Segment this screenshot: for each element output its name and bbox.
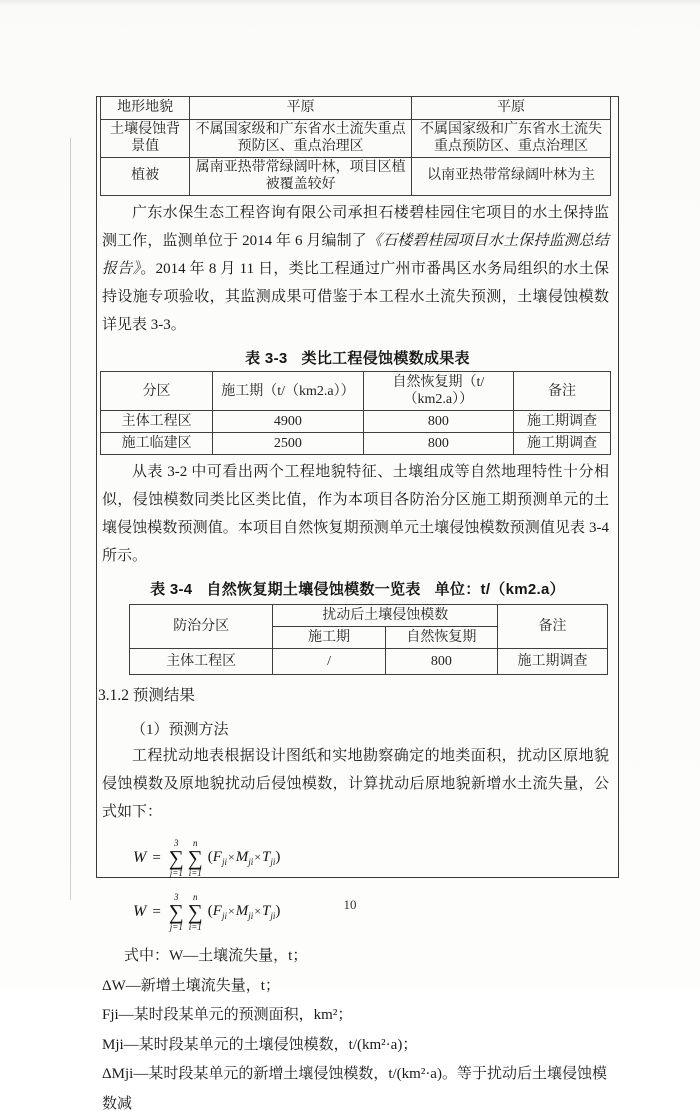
cell: 施工期调查 bbox=[514, 411, 611, 433]
paragraph-text: 广东水保生态工程咨询有限公司承担石楼碧桂园住宅项目的水土保持监测工作，监测单位于 2014 年 6 月编制了 bbox=[102, 205, 609, 249]
inner-sum bbox=[188, 839, 203, 878]
soil-loss-formula-1 bbox=[133, 836, 618, 880]
sigma-symbol: ∑ bbox=[168, 845, 184, 870]
cell: 施工临建区 bbox=[101, 433, 213, 455]
table-header-row bbox=[130, 605, 608, 627]
paragraph-method-description: 工程扰动地表根据设计图纸和实地勘察确定的地类面积，扰动区原地貌侵蚀模数及原地貌扰动后侵蚀模数，计算扰动后原地貌新增水土流失量，公式如下： bbox=[102, 748, 609, 820]
caption-title: 自然恢复期土壤侵蚀模数一览表 bbox=[206, 581, 421, 598]
sigma-symbol: ∑ bbox=[168, 899, 184, 924]
paragraph-analogy-analysis: 从表 3-2 中可看出两个工程地貌特征、土壤组成等自然地理特性十分相似，侵蚀模数同类比区类比值，作为本项目各防治分区施工期预测单元的土壤侵蚀模数预测值。本项目自然恢复期预测单元土壤侵蚀模数预测值见表 3-4 所示。 bbox=[102, 464, 609, 564]
cell: 以南亚热带常绿阔叶林为主 bbox=[412, 158, 611, 196]
sum-upper-limit: 3 bbox=[174, 891, 179, 902]
sigma-symbol: ∑ bbox=[187, 899, 203, 924]
cell: 4900 bbox=[213, 411, 363, 433]
cell: 属南亚热带常绿阔叶林，项目区植被覆盖较好 bbox=[190, 158, 412, 196]
formula-lhs: W bbox=[133, 903, 147, 920]
formula-expression: $(F_{ji}\times M_{ji}\times T_{ji})$ bbox=[207, 903, 281, 921]
sum-lower-limit: j=1 bbox=[169, 867, 183, 878]
table-row bbox=[101, 120, 611, 158]
column-header: 施工期（t/（km2.a）） bbox=[213, 372, 363, 411]
caption-unit: 单位：t/（km2.a） bbox=[434, 581, 565, 598]
equals-sign: = bbox=[152, 903, 161, 920]
cell: 主体工程区 bbox=[130, 649, 273, 675]
sum-upper-limit: n bbox=[193, 891, 198, 902]
definition-line: ΔW—新增土壤流失量，t； bbox=[102, 977, 280, 994]
sum-lower-limit: i=1 bbox=[188, 921, 202, 932]
column-header: 备注 bbox=[498, 605, 608, 649]
column-header: 施工期 bbox=[273, 627, 385, 649]
cell: 平原 bbox=[190, 97, 412, 120]
column-header: 自然恢复期 bbox=[385, 627, 497, 649]
column-header: 分区 bbox=[101, 372, 213, 411]
cell: 施工期调查 bbox=[498, 649, 608, 675]
cell: 800 bbox=[363, 433, 513, 455]
cell: 800 bbox=[385, 649, 497, 675]
row-label: 地形地貌 bbox=[101, 97, 190, 120]
table-row bbox=[101, 97, 611, 120]
table-header-row bbox=[101, 372, 611, 411]
table-3-4-caption bbox=[97, 578, 618, 599]
formula-lhs: W bbox=[133, 849, 147, 866]
table-3-3-caption bbox=[97, 347, 618, 368]
natural-recovery-erosion-table bbox=[129, 604, 608, 675]
sigma-symbol: ∑ bbox=[187, 845, 203, 870]
cell: 2500 bbox=[213, 433, 363, 455]
sum-lower-limit: i=1 bbox=[188, 867, 202, 878]
table-row bbox=[101, 411, 611, 433]
page-number: 10 bbox=[343, 897, 357, 912]
background-conditions-table bbox=[100, 96, 611, 196]
formula-expression: $(F_{ji}\times M_{ji}\times T_{ji})$ bbox=[207, 849, 281, 867]
definition-line: 式中：W—土壤流失量，t； bbox=[124, 948, 308, 964]
table-row bbox=[130, 649, 608, 675]
cell: 平原 bbox=[412, 97, 611, 120]
table-row bbox=[101, 158, 611, 196]
definition-line: Mji—某时段某单元的土壤侵蚀模数，t/(km²·a)； bbox=[102, 1036, 418, 1053]
caption-number: 表 3-4 bbox=[150, 581, 193, 598]
cell: 不属国家级和广东省水土流失重点预防区、重点治理区 bbox=[190, 120, 412, 158]
cell: / bbox=[273, 649, 385, 675]
row-label: 植被 bbox=[101, 158, 190, 196]
definition-line: Fji—某时段某单元的预测面积，km²； bbox=[102, 1007, 353, 1023]
cell: 施工期调查 bbox=[514, 433, 611, 455]
scan-edge-line bbox=[70, 138, 71, 900]
column-header: 防治分区 bbox=[130, 605, 273, 649]
paragraph-monitoring-intro bbox=[102, 199, 609, 339]
paragraph-text: 。2014 年 8 月 11 日，类比工程通过广州市番禺区水务局组织的水土保持设施专项验收，其监测成果可借鉴于本工程水土流失预测，土壤侵蚀模数详见表 3-3。 bbox=[102, 261, 609, 333]
formula-definitions bbox=[102, 942, 609, 1119]
method-subheading: （1）预测方法 bbox=[131, 722, 229, 738]
sum-lower-limit: j=1 bbox=[169, 921, 183, 932]
outer-sum bbox=[169, 839, 184, 878]
section-3-1-2-heading: 3.1.2 预测结果 bbox=[98, 687, 195, 704]
sum-upper-limit: 3 bbox=[174, 837, 179, 848]
cell: 不属国家级和广东省水土流失重点预防区、重点治理区 bbox=[412, 120, 611, 158]
definition-line: ΔMji—某时段某单元的新增土壤侵蚀模数，t/(km²·a)。等于扰动后土壤侵蚀模数减 bbox=[102, 1066, 607, 1112]
equals-sign: = bbox=[152, 849, 161, 866]
caption-number: 表 3-3 bbox=[245, 350, 288, 367]
caption-title: 类比工程侵蚀模数成果表 bbox=[301, 350, 470, 367]
column-header: 自然恢复期（t/（km2.a）） bbox=[363, 372, 513, 411]
cell: 主体工程区 bbox=[101, 411, 213, 433]
report-title-reference: 《石楼碧桂园项目水土保持监测总结报告》 bbox=[102, 233, 609, 277]
cell: 800 bbox=[363, 411, 513, 433]
row-label: 土壤侵蚀背景值 bbox=[101, 120, 190, 158]
sum-upper-limit: n bbox=[193, 837, 198, 848]
table-row bbox=[101, 433, 611, 455]
analogy-erosion-modulus-table bbox=[100, 371, 611, 455]
group-header: 扰动后土壤侵蚀模数 bbox=[273, 605, 498, 627]
column-header: 备注 bbox=[514, 372, 611, 411]
